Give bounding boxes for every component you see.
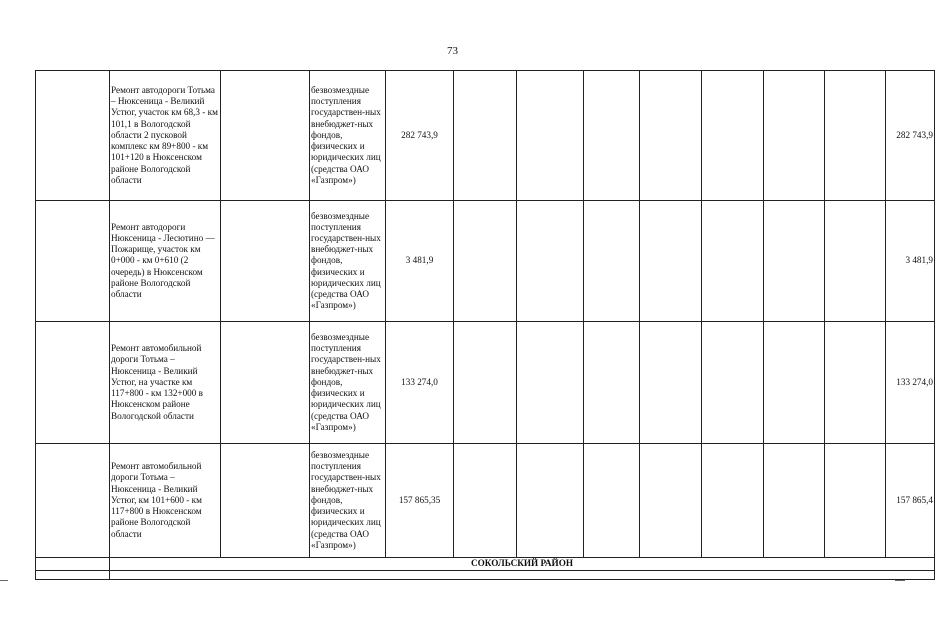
empty-cell	[702, 201, 764, 322]
table-row	[36, 444, 935, 558]
empty-cell	[764, 201, 825, 322]
total-cell: 3 481,9	[886, 201, 935, 322]
amount-cell: 133 274,0	[386, 322, 454, 444]
empty-cell	[640, 71, 702, 201]
number-cell	[36, 558, 110, 571]
total-cell: 157 865,4	[886, 444, 935, 558]
empty-cell	[825, 201, 886, 322]
empty-cell	[221, 322, 310, 444]
empty-cell	[702, 444, 764, 558]
empty-cell	[454, 71, 517, 201]
empty-cell	[825, 444, 886, 558]
empty-cell	[221, 444, 310, 558]
empty-cell	[584, 201, 640, 322]
table-row	[36, 322, 935, 444]
total-cell: 282 743,9	[886, 71, 935, 201]
section-title: СОКОЛЬСКИЙ РАЙОН	[110, 558, 935, 571]
number-cell	[36, 444, 110, 558]
empty-cell	[764, 71, 825, 201]
empty-cell	[517, 322, 584, 444]
number-cell	[36, 71, 110, 201]
empty-cell	[517, 444, 584, 558]
empty-cell	[454, 201, 517, 322]
object-name-cell: Ремонт автомобильной дороги Тотьма – Нюксеница - Великий Устюг, на участке км 117+800 - км 132+000 в Нюксенском районе Вологодской области	[110, 322, 221, 444]
empty-cell	[764, 444, 825, 558]
funding-source-cell: безвозмездные поступления государствен-ных внебюджет-ных фондов, физических и юридических лиц (средства ОАО «Газпром»)	[310, 71, 386, 201]
number-cell	[36, 571, 110, 580]
empty-cell	[640, 322, 702, 444]
empty-cell	[454, 444, 517, 558]
amount-cell: 157 865,35	[386, 444, 454, 558]
empty-cell	[764, 322, 825, 444]
empty-cell	[702, 322, 764, 444]
empty-cell	[584, 71, 640, 201]
funding-source-cell: безвозмездные поступления государствен-ных внебюджет-ных фондов, физических и юридических лиц (средства ОАО «Газпром»)	[310, 201, 386, 322]
empty-cell	[584, 322, 640, 444]
number-cell	[36, 322, 110, 444]
empty-cell	[825, 322, 886, 444]
number-cell	[36, 201, 110, 322]
funding-source-cell: безвозмездные поступления государствен-ных внебюджет-ных фондов, физических и юридических лиц (средства ОАО «Газпром»)	[310, 444, 386, 558]
empty-cell	[702, 71, 764, 201]
empty-cell	[517, 71, 584, 201]
empty-cell	[584, 444, 640, 558]
page-number: 73	[447, 45, 458, 57]
amount-cell: 3 481,9	[386, 201, 454, 322]
empty-cell	[221, 71, 310, 201]
budget-table	[35, 70, 935, 580]
section-spacer-row	[36, 571, 935, 580]
empty-cell	[110, 571, 935, 580]
empty-cell	[454, 322, 517, 444]
empty-cell	[221, 201, 310, 322]
section-row	[36, 558, 935, 571]
amount-cell: 282 743,9	[386, 71, 454, 201]
right-edge-mark	[895, 580, 905, 581]
total-cell: 133 274,0	[886, 322, 935, 444]
empty-cell	[825, 71, 886, 201]
object-name-cell: Ремонт автомобильной дороги Тотьма – Нюксеница - Великий Устюг, км 101+600 - км 117+800 в Нюксенском районе Вологодской области	[110, 444, 221, 558]
funding-source-cell: безвозмездные поступления государствен-ных внебюджет-ных фондов, физических и юридических лиц (средства ОАО «Газпром»)	[310, 322, 386, 444]
left-edge-mark	[0, 580, 8, 581]
empty-cell	[640, 444, 702, 558]
object-name-cell: Ремонт автодороги Тотьма – Нюксеница - Великий Устюг, участок км 68,3 - км 101,1 в Вологодской области 2 пусковой комплекс км 89+800 - км 101+120 в Нюксенском районе Вологодской области	[110, 71, 221, 201]
table-row	[36, 201, 935, 322]
empty-cell	[640, 201, 702, 322]
object-name-cell: Ремонт автодороги Нюксеница - Лесютино — Пожарище, участок км 0+000 - км 0+610 (2 очередь) в Нюксенском районе Вологодской области	[110, 201, 221, 322]
empty-cell	[517, 201, 584, 322]
table-row	[36, 71, 935, 201]
